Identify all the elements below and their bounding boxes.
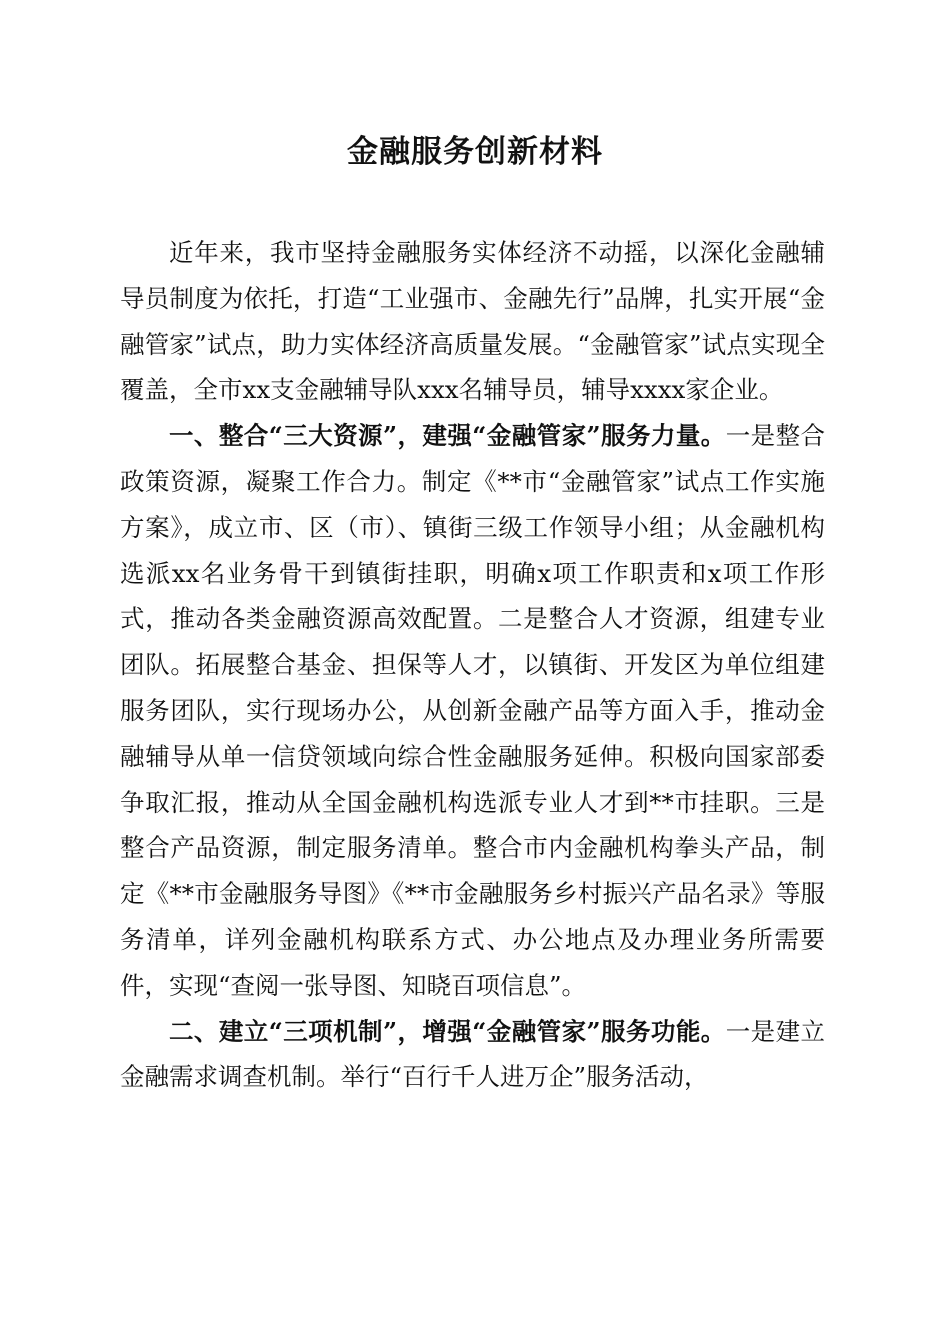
- intro-paragraph: [120, 230, 825, 413]
- paragraph-text: 一是建立金融需求调查机制。举行“百行千人进万企”服务活动，: [120, 1016, 825, 1092]
- section-one-paragraph: [120, 413, 825, 1008]
- section-heading: 一、整合“三大资源”，建强“金融管家”服务力量。: [169, 421, 726, 451]
- section-two-paragraph: [120, 1009, 825, 1101]
- document-body: [120, 230, 825, 1100]
- document-title: 金融服务创新材料: [347, 134, 603, 170]
- paragraph-text: 近年来，我市坚持金融服务实体经济不动摇，以深化金融辅导员制度为依托，打造“工业强市、金融先行”品牌，扎实开展“金融管家”试点，助力实体经济高质量发展。“金融管家”试点实现全覆盖，全市xx支金融辅导队xxx名辅导员，辅导xxxx家企业。: [120, 238, 825, 405]
- section-heading: 二、建立“三项机制”，增强“金融管家”服务功能。: [169, 1016, 726, 1046]
- paragraph-text: 一是整合政策资源，凝聚工作合力。制定《**市“金融管家”试点工作实施方案》，成立市、区（市）、镇街三级工作领导小组；从金融机构选派xx名业务骨干到镇街挂职，明确x项工作职责和x项工作形式，推动各类金融资源高效配置。二是整合人才资源，组建专业团队。拓展整合基金、担保等人才，以镇街、开发区为单位组建服务团队，实行现场办公，从创新金融产品等方面入手，推动金融辅导从单一信贷领域向综合性金融服务延伸。积极向国家部委争取汇报，推动从全国金融机构选派专业人才到**市挂职。三是整合产品资源，制定服务清单。整合市内金融机构拳头产品，制定《**市金融服务导图》《**市金融服务乡村振兴产品名录》等服务清单，详列金融机构联系方式、办公地点及办理业务所需要件，实现“查阅一张导图、知晓百项信息”。: [120, 421, 825, 1000]
